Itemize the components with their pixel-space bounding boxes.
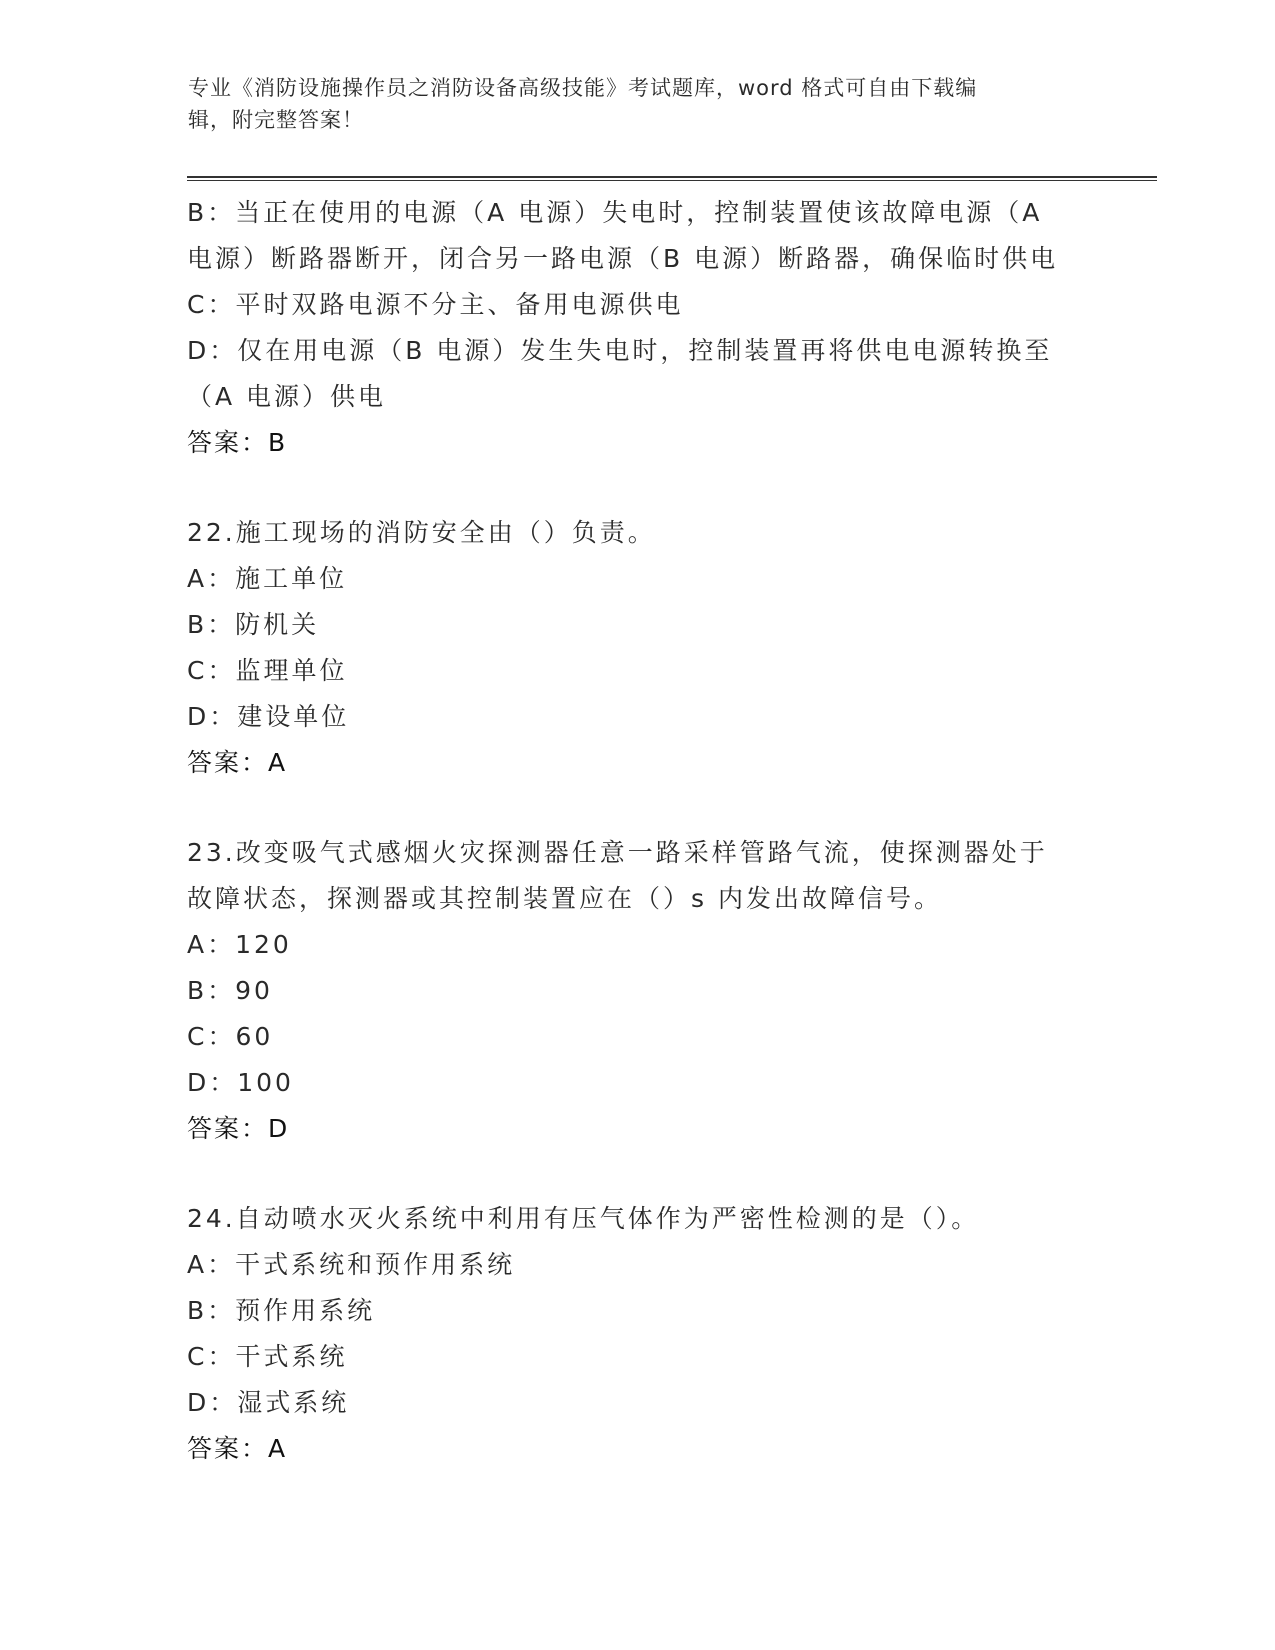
option-b: B：防机关 xyxy=(187,610,320,639)
spacer xyxy=(187,466,1087,510)
option-d: D：仅在用电源（B 电源）发生失电时，控制装置再将供电电源转换至 xyxy=(187,336,1053,365)
document-header xyxy=(188,72,1068,136)
question-24 xyxy=(187,1196,1087,1472)
option-c: C：监理单位 xyxy=(187,656,348,685)
answer: 答案：A xyxy=(187,748,288,777)
spacer xyxy=(187,1152,1087,1196)
option-c: C：平时双路电源不分主、备用电源供电 xyxy=(187,290,684,319)
option-b: B：90 xyxy=(187,976,273,1005)
option-b-continued: 电源）断路器断开，闭合另一路电源（B 电源）断路器，确保临时供电 xyxy=(187,244,1059,273)
option-d: D：100 xyxy=(187,1068,294,1097)
answer: 答案：B xyxy=(187,428,288,457)
option-a: A：施工单位 xyxy=(187,564,348,593)
header-divider xyxy=(187,176,1157,181)
question-22 xyxy=(187,510,1087,786)
answer: 答案：A xyxy=(187,1434,288,1463)
option-c: C：60 xyxy=(187,1022,274,1051)
option-b: B：预作用系统 xyxy=(187,1296,376,1325)
header-line-2: 辑，附完整答案！ xyxy=(188,108,364,132)
question-stem-continued: 故障状态，探测器或其控制装置应在（）s 内发出故障信号。 xyxy=(187,884,942,913)
question-list xyxy=(187,190,1087,1472)
option-a: A：干式系统和预作用系统 xyxy=(187,1250,516,1279)
header-line-1: 专业《消防设施操作员之消防设备高级技能》考试题库，word 格式可自由下载编 xyxy=(188,76,978,100)
question-23 xyxy=(187,830,1087,1152)
question-stem: 24.自动喷水灭火系统中利用有压气体作为严密性检测的是（）。 xyxy=(187,1204,980,1233)
option-d: D：建设单位 xyxy=(187,702,350,731)
option-d: D：湿式系统 xyxy=(187,1388,350,1417)
option-a: A：120 xyxy=(187,930,292,959)
question-21-continued xyxy=(187,190,1087,466)
option-c: C：干式系统 xyxy=(187,1342,348,1371)
answer: 答案：D xyxy=(187,1114,290,1143)
option-b: B：当正在使用的电源（A 电源）失电时，控制装置使该故障电源（A xyxy=(187,198,1043,227)
option-d-continued: （A 电源）供电 xyxy=(187,382,387,411)
spacer xyxy=(187,786,1087,830)
question-stem: 22.施工现场的消防安全由（）负责。 xyxy=(187,518,656,547)
question-stem: 23.改变吸气式感烟火灾探测器任意一路采样管路气流，使探测器处于 xyxy=(187,838,1048,867)
